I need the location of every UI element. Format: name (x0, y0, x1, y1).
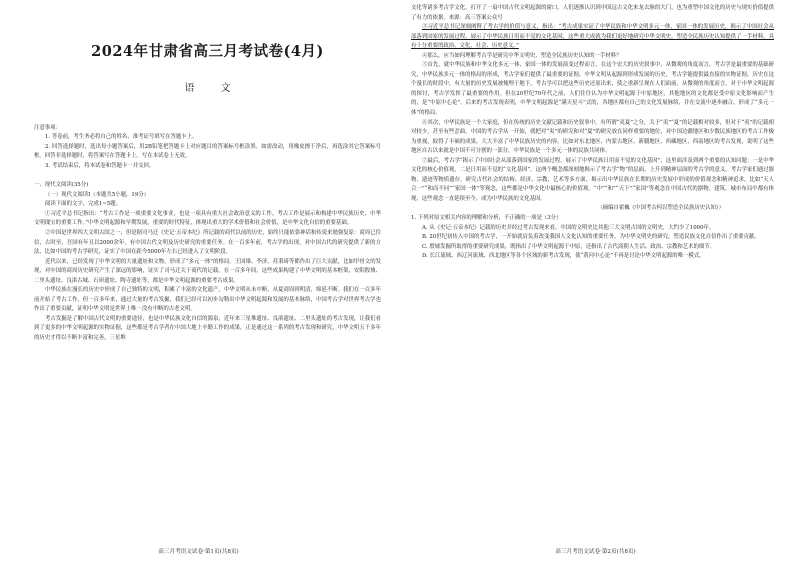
section-heading: 一、现代文阅读(35分) (34, 182, 89, 189)
passage-paragraph: 中华民族在漫长的历史中形成了自己独特的文明，积累了丰富的文化遗产，中华文明从未中断，从夏商周到明清，绵延不断。我们在一百多年前开始了考古工作，但一百多年来，通过大量的考古发掘，我们已经可以初步勾勒出中华文明起源和发展的基本脉络，中国考古学对世界考古学也作出了重要贡献，证明中华文明是世界上唯一没有中断的古老文明。 (34, 287, 381, 313)
passage-paragraph: ⑥其次，中华民族是一个大家庭，但在传统的历史文献记载和历史叙事中，有所谓“夷夏”之分，关于“夷”“夏”的记载相对较多，但对于“夷”的记载相对较少，甚至有些歪曲。中国的考古学从一开始，就把对“夷”的研究和对“夏”的研究放在同样重要的地位，对中国边疆地区和少数民族地区的考古工作极为重视，取得了丰硕的成果，大大丰富了中华民族历史的内容。比如对东北地区、内蒙古地区、新疆地区、西藏地区、西南地区的考古发现，说明了这些地区自古以来就是中国不可分割的一部分，中华民族是一个多元一体的民族共同体。 (411, 119, 774, 155)
page-footer: 高三月考语文试卷·第2页(共8页) (555, 549, 636, 555)
subsection-heading: （一）现代文阅读Ⅰ（本题共5小题，19分） (45, 191, 150, 198)
exam-title: 2024年甘肃省高三月考试卷(4月) (91, 43, 324, 60)
question-option: A. 从《史记·五帝本纪》记载的历史并经过考古发现来看，中国的文明史比其他三大文明古国的文明史，大约少了1000年。 (422, 224, 715, 231)
question-option: C. 殷墟发掘所取得的重要研究成果，既指出了中华文明起源于中原，还指出了古代商朝人生活、政治、宗教和艺术的细节。 (422, 243, 716, 250)
question-option: D. 长江流域、西辽河流域、西北地区等各个区域的新考古发现，使“黄河中心论”不再是讨论中华文明起源的唯一模式。 (422, 253, 705, 260)
page-1-content (34, 6, 381, 537)
question-stem: 1. 下列对原文相关内容的理解和分析，不正确的一项是（3分） (411, 215, 562, 222)
passage-paragraph: ②中国是世界四大文明古国之一，但是据司马迁《史记·五帝本纪》所记载的商代以前的历史，始终只能依靠神话和传说来勉强复原：商周已往信，古时至，吾国有年且以2000余年，有中国古代文明及历史研究的重要任务。在一百多年前，考古学的出现，对中国古代的研究提供了新的方法，比如中国的考古学研究，证实了中国在距今5000年左右已经进入了文明阶段。 (34, 230, 381, 256)
passage-paragraph: ④那么，应当如何理解考古学是研究中华文明史、塑造全民族历史认知的一手材料？ (422, 52, 622, 59)
notice-item: 2. 回答选择题时，选出每小题答案后，用2B铅笔把答题卡上对应题目的答案标号框涂黑。如需改动，用橡皮擦干净后，再选涂其它答案标号框。回答非选择题时，将答案写在答题卡上。写在本试卷上无效。 (34, 143, 381, 160)
reading-instruction: 阅读下面的文字，完成1~5题。 (45, 201, 122, 208)
question-option: B. 20世纪初传入中国的考古学，一开始就肩负着改变我国人文化认知的重要任务，为中华文明史的研究，塑造民族文化自信作出了重要贡献。 (422, 234, 760, 241)
passage-paragraph: ⑦最后，考古学“揭示了中国社会从部落到国家的发展过程，展示了中华民族日用而不觉的文化基因”，这里面涉及到两个重要的认知问题：一是中华文化的核心价值观，二是日用而不觉的“文化基因”。这两个概念都深刻地揭示了考古学“物”的层面，上升到精神层面的考古学的意义。考古学家们通过器物、遗迹等物质遗存，研究古代社会的结构、经济、宗教、艺术等多方面，揭示出中华民族在长期的历史发展中形成的价值观念和精神追求，比如“天人合一”“和而不同”“家国一体”等观念，这些都是中华文化中最核心的价值观。“中”“和”“天下”“家国”等观念在中国古代的器物、建筑、城市布局中都有体现，这些观念一直延续至今，成为中华民族的文化基因。 (411, 157, 774, 202)
notice-item: 1. 答卷前，考生务必将自己的姓名、准考证号填写在答题卡上。 (45, 134, 198, 141)
exam-page-2 (397, 0, 794, 561)
notice-item: 3. 考试结束后，将本试卷和答题卡一并交回。 (45, 162, 155, 169)
subject-label: 语文 (184, 83, 257, 94)
passage-source: （摘编自霍巍《中国考古何以塑造全民族历史认知》） (597, 205, 724, 212)
page-footer: 高三月考语文试卷·第1页(共8页) (158, 549, 239, 555)
passage-paragraph-underlined: ③习近平总书记深刻阐释了考古学的价值与意义，指出：“考古成果实证了中华民族和中华文明多元一体，家国一体的发展历史，揭示了中国社会从部落到国家的发展过程，展示了中华民族日用而不觉的文化基因，这些重大成就为我们更好地研究中华文明史，塑造全民族历史认知提供了一手材料，具有十分重要的政治、文化、社会、历史意义。” (411, 24, 774, 50)
passage-paragraph: 近代以来，已经发现了中华文明的大量遗址和文物，形成了“多元一体”的格局。王国维、李济、苏秉琦等都作出了巨大贡献，比如甲骨文的发现，对中国的商周历史研究产生了深远的影响，证实了司马迁关于商代的记载。在一百多年间，这些成果构建了中华文明的基本框架，安阳殷墟、二里头遗址、良渚古城、石峁遗址、陶寺遗址等，都是中华文明起源的重要考古成果。 (34, 258, 381, 284)
passage-paragraph: ①习近平总书记指出：“考古工作是一项重要文化事业，也是一项具有重大社会政治意义的工作。考古工作是展示和构建中华民族历史、中华文明瑰宝的重要工作。”中华文明起源和早期发展，重要的时代特征，体现出重大的学术价值和社会价值，是中华文化自信的重要基础。 (34, 210, 381, 227)
passage-paragraph: ⑤首先，就中华民族和中华文化多元一体、家国一体的发展演变过程而言，在这个宏大的历史叙事中，从微观的角度而言，考古学是最重要的基础研究，中华民族多元一体的格局的形成，考古学家们提供了最重要的证据。中华文明从起源到形成发展的历史，考古学能提供最直接的实物证据。历史在这个漫长的时段中，有大量的历史发展被掩埋于地下，考古学可以把这些历史还原出来，使之重新呈现在人们面前。从微观的角度而言，对于中华文明起源的探讨，考古学发挥了最重要的作用。但在20世纪70年代之前，人们往往认为中华文明起源于中原地区，其他地区的文化都是受中原文化影响而产生的，是“中原中心论”。后来的考古发现表明，中华文明起源是“满天星斗”式的，各地区都有自己的文化发展脉络，并在交流中逐步融合，形成了“多元一体”的格局。 (411, 62, 774, 117)
passage-paragraph: 文化等诸多考古学文化，打开了一扇中国古代文明起源的窗口，人们逐渐认识到中国远古文化来龙去脉的大门，也为重塑中国文化的历史与现实价值提供了有力的依据。来源：高三答案公众号 (411, 5, 774, 21)
notice-heading: 注意事项： (34, 124, 61, 131)
passage-paragraph: 考古发掘是了解中国古代文明的重要途径，也是中华民族文化自信的源泉，近年来三星堆遗址、良渚遗址、二里头遗址的考古发现，让我们看到了更多的中华文明起源的实物证据，这些都是考古学者在中国大地上辛勤工作的成果，正是通过这一系列的考古发现和研究，中华文明五千多年的历史才得以不断丰富和完善，三星堆 (34, 315, 381, 342)
page-2-content (411, 4, 774, 537)
